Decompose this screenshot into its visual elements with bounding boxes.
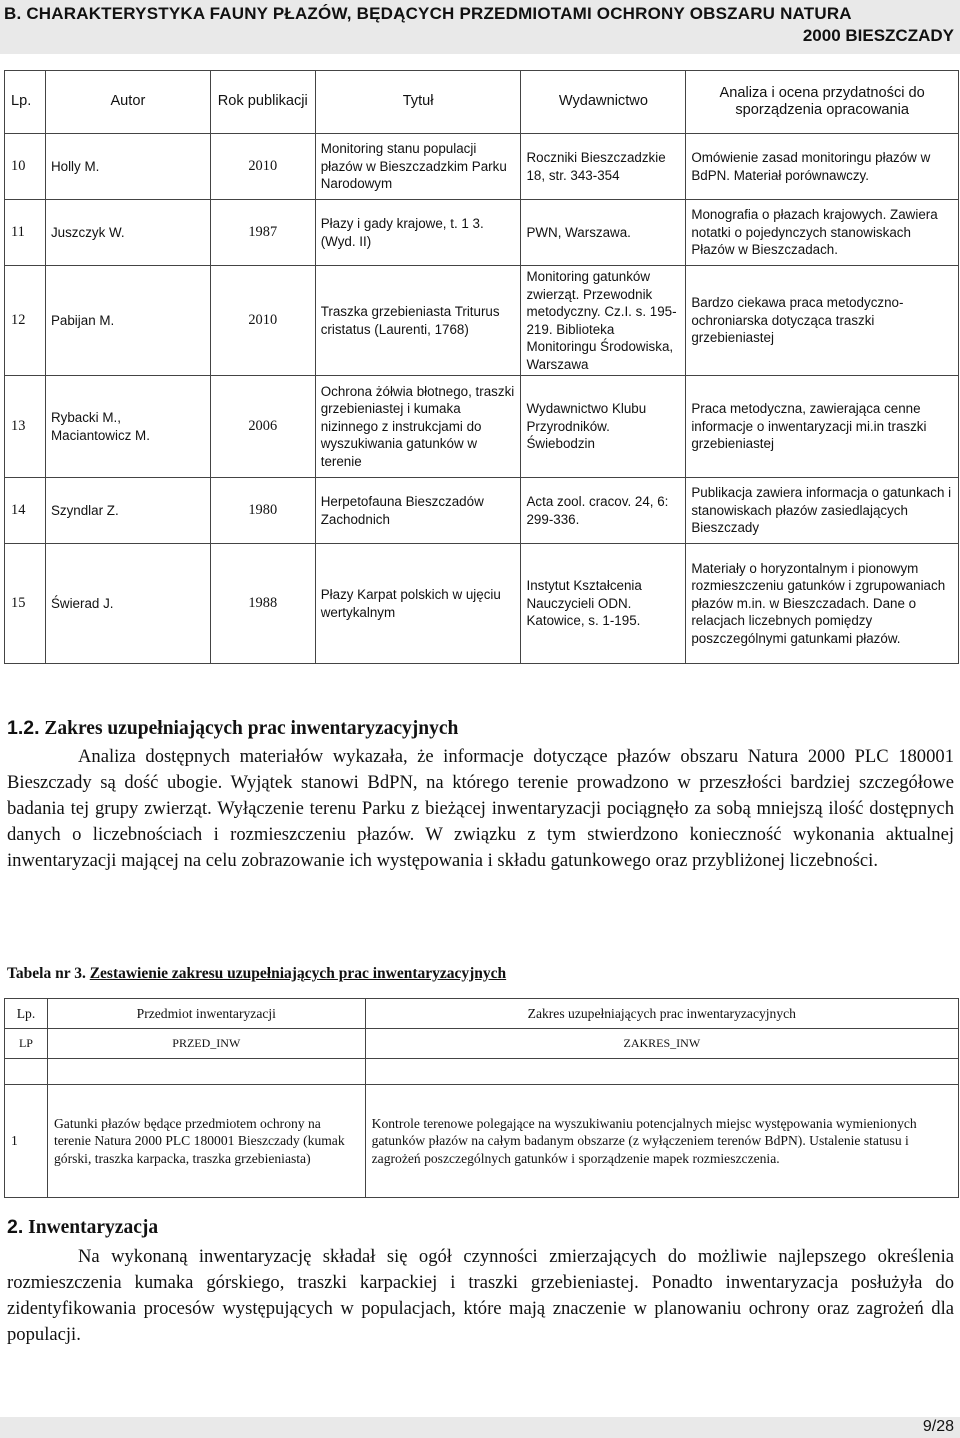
row-analiza: Publikacja zawiera informacja o gatunkach i stanowiskach płazów zasiedlających Bieszczady (686, 478, 959, 544)
row-rok: 1980 (210, 478, 315, 544)
row-tytul: Płazy i gady krajowe, t. 1 3. (Wyd. II) (315, 200, 521, 266)
section-2-paragraph (7, 1244, 954, 1348)
t3-row-przedmiot: Gatunki płazów będące przedmiotem ochrony na terenie Natura 2000 PLC 180001 Bieszczady (kumak górski, traszka karpacka, traszka grzebieniasta) (47, 1085, 365, 1198)
section-1-2-heading (7, 717, 458, 740)
row-tytul: Płazy Karpat polskich w ujęciu wertykalnym (315, 544, 521, 664)
t3-header-przedmiot: Przedmiot inwentaryzacji (47, 999, 365, 1029)
col-header-rok: Rok publikacji (210, 71, 315, 134)
header-line-2: 2000 BIESZCZADY (802, 26, 954, 45)
row-tytul: Ochrona żółwia błotnego, traszki grzebieniastej i kumaka nizinnego z instrukcjami do wyszukiwania gatunków w terenie (315, 376, 521, 478)
row-tytul: Monitoring stanu populacji płazów w Bieszczadzkim Parku Narodowym (315, 134, 521, 200)
row-wydawnictwo: Wydawnictwo Klubu Przyrodników. Świebodzin (521, 376, 686, 478)
row-autor: Juszczyk W. (45, 200, 210, 266)
t3-row-zakres: Kontrole terenowe polegające na wyszukiwaniu potencjalnych miejsc występowania wymienionych gatunków płazów na całym badanym obszarze (z wyłączeniem terenów BdPN). Ustalenie statusu i zagrożeń poszczególnych gatunków i sporządzenie mapek rozmieszczenia. (365, 1085, 958, 1198)
row-analiza: Bardzo ciekawa praca metodyczno- ochroniarska dotycząca traszki grzebieniastej (686, 266, 959, 376)
row-rok: 1988 (210, 544, 315, 664)
row-autor: Świerad J. (45, 544, 210, 664)
table-row (5, 1085, 959, 1198)
table-row (5, 478, 959, 544)
col-header-tytul: Tytuł (315, 71, 521, 134)
running-header (0, 0, 960, 54)
row-analiza: Praca metodyczna, zawierająca cenne informacje o inwentaryzacji mi.in traszki grzebieniastej (686, 376, 959, 478)
row-tytul: Herpetofauna Bieszczadów Zachodnich (315, 478, 521, 544)
row-rok: 2010 (210, 266, 315, 376)
t3-code-przedmiot: PRZED_INW (47, 1029, 365, 1059)
page-number: 9/28 (922, 1418, 954, 1435)
table-3 (4, 998, 959, 1198)
row-rok: 2006 (210, 376, 315, 478)
table-3-header-row (5, 999, 959, 1029)
row-lp: 12 (5, 266, 46, 376)
table-row (5, 544, 959, 664)
table-row (5, 134, 959, 200)
row-lp: 13 (5, 376, 46, 478)
literature-header-row (5, 71, 959, 134)
section-2-heading (7, 1216, 158, 1239)
col-header-analiza: Analiza i ocena przydatności do sporządzenia opracowania (686, 71, 959, 134)
row-analiza: Materiały o horyzontalnym i pionowym rozmieszczeniu gatunków i zgrupowaniach płazów m.in. w Bieszczadach. Dane o relacjach liczebnych pomiędzy poszczególnymi gatunkami płazów. (686, 544, 959, 664)
section-2-text: Na wykonaną inwentaryzację składał się ogół czynności zmierzających do możliwie najlepszego określenia rozmieszczenia kumaka górskiego, traszki karpackiej i traszki grzebieniastej. Ponadto inwentaryzacja posłużyła do zidentyfikowania procesów występujących w populacjach, które mają znaczenie w planowaniu ochrony oraz zagrożeń dla populacji. (7, 1246, 954, 1345)
row-lp: 15 (5, 544, 46, 664)
row-lp: 11 (5, 200, 46, 266)
row-wydawnictwo: Acta zool. cracov. 24, 6: 299-336. (521, 478, 686, 544)
t3-header-zakres: Zakres uzupełniających prac inwentaryzacyjnych (365, 999, 958, 1029)
row-wydawnictwo: Roczniki Bieszczadzkie 18, str. 343-354 (521, 134, 686, 200)
col-header-wydawnictwo: Wydawnictwo (521, 71, 686, 134)
table-row (5, 376, 959, 478)
table-3-spacer-row (5, 1059, 959, 1085)
section-1-2-text: Analiza dostępnych materiałów wykazała, że informacje dotyczące płazów obszaru Natura 2000 PLC 180001 Bieszczady są dość ubogie. Wyjątek stanowi BdPN, na którego terenie prowadzono w przeszłości bardziej szczegółowe badania tej grupy zwierząt. Wyłączenie terenu Parku z bieżącej inwentaryzacji pociągnęło za sobą mniejszą ilość dostępnych danych o liczebnościach i rozmieszczeniu płazów. W związku z tym stwierdzono konieczność wykonania aktualnej inwentaryzacji mającej na celu zobrazowanie ich występowania i składu gatunkowego oraz przybliżonej liczebności. (7, 746, 954, 871)
section-2-number: 2. (7, 1216, 24, 1238)
section-2-title: Inwentaryzacja (28, 1217, 159, 1238)
row-wydawnictwo: Instytut Kształcenia Nauczycieli ODN. Katowice, s. 1-195. (521, 544, 686, 664)
row-autor: Pabijan M. (45, 266, 210, 376)
t3-code-lp: LP (5, 1029, 48, 1059)
row-analiza: Monografia o płazach krajowych. Zawiera notatki o pojedynczych stanowiskach Płazów w Bieszczadach. (686, 200, 959, 266)
literature-table (4, 70, 959, 664)
page-footer (0, 1417, 960, 1438)
t3-header-lp: Lp. (5, 999, 48, 1029)
row-autor: Holly M. (45, 134, 210, 200)
section-1-2-paragraph (7, 744, 954, 874)
row-wydawnictwo: PWN, Warszawa. (521, 200, 686, 266)
row-wydawnictwo: Monitoring gatunków zwierząt. Przewodnik metodyczny. Cz.I. s. 195-219. Biblioteka Monitoringu Środowiska, Warszawa (521, 266, 686, 376)
section-1-2-title: Zakres uzupełniających prac inwentaryzacyjnych (44, 718, 459, 739)
section-1-2-number: 1.2. (7, 717, 40, 739)
table-3-caption-title: Zestawienie zakresu uzupełniających prac inwentaryzacyjnych (89, 965, 507, 982)
t3-code-zakres: ZAKRES_INW (365, 1029, 958, 1059)
col-header-lp: Lp. (5, 71, 46, 134)
row-rok: 2010 (210, 134, 315, 200)
table-3-caption-prefix: Tabela nr 3. (7, 965, 86, 982)
header-line-1: B. CHARAKTERYSTYKA FAUNY PŁAZÓW, BĘDĄCYCH PRZEDMIOTAMI OCHRONY OBSZARU NATURA (4, 4, 852, 23)
row-tytul: Traszka grzebieniasta Triturus cristatus (Laurenti, 1768) (315, 266, 521, 376)
table-row (5, 200, 959, 266)
row-autor: Rybacki M., Maciantowicz M. (45, 376, 210, 478)
t3-row-lp: 1 (5, 1085, 48, 1198)
row-autor: Szyndlar Z. (45, 478, 210, 544)
row-rok: 1987 (210, 200, 315, 266)
table-row (5, 266, 959, 376)
row-lp: 10 (5, 134, 46, 200)
col-header-autor: Autor (45, 71, 210, 134)
table-3-caption (7, 965, 506, 983)
row-lp: 14 (5, 478, 46, 544)
row-analiza: Omówienie zasad monitoringu płazów w BdPN. Materiał porównawczy. (686, 134, 959, 200)
table-3-code-row (5, 1029, 959, 1059)
